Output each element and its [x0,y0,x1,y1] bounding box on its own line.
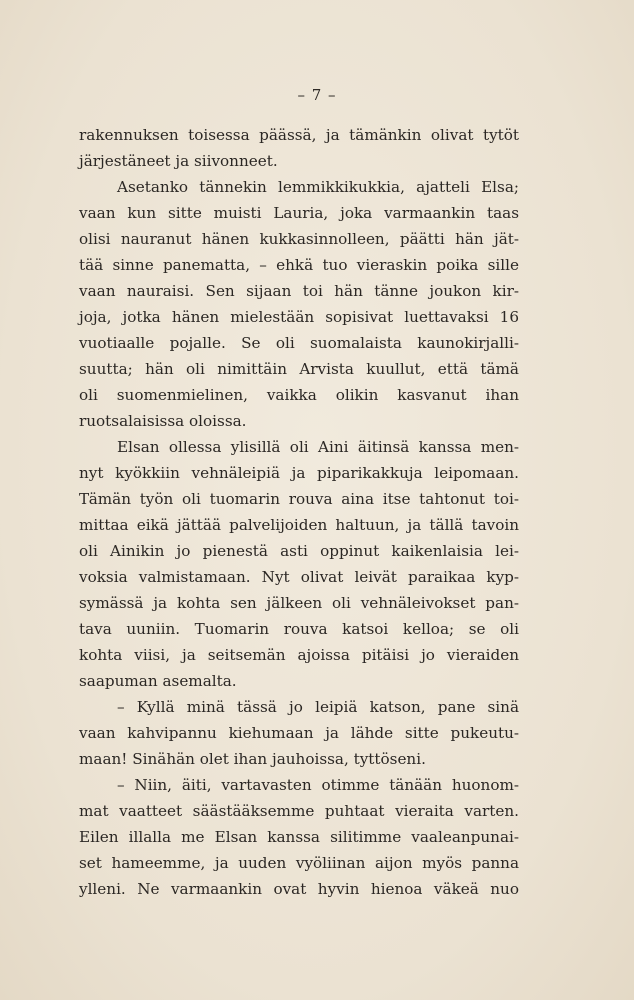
text-line: Asetanko tännekin lemmikkikukkia, ajatteli Elsa; [117,178,519,196]
text-line: nyt kyökkiin vehnäleipiä ja piparikakkuja leipomaan. [79,464,519,482]
text-line: suutta; hän oli nimittäin Arvista kuullut, että tämä [79,360,519,378]
text-line: voksia valmistamaan. Nyt olivat leivät paraikaa kyp- [79,568,519,586]
text-line: kohta viisi, ja seitsemän ajoissa pitäisi jo vieraiden [79,646,519,664]
text-line: oli Ainikin jo pienestä asti oppinut kaikenlaisia lei- [79,542,519,560]
text-line: set hameemme, ja uuden vyöliinan aijon myös panna [79,854,519,872]
text-line: rakennuksen toisessa päässä, ja tämänkin olivat tytöt [79,126,519,144]
text-line: Elsan ollessa ylisillä oli Aini äitinsä kanssa men- [117,438,519,456]
body-text [79,122,519,902]
text-line: joja, jotka hänen mielestään sopisivat luettavaksi 16 [79,308,519,326]
text-line: oli suomenmielinen, vaikka olikin kasvanut ihan [79,386,519,404]
text-line: vaan kahvipannu kiehumaan ja lähde sitte pukeutu- [79,724,519,742]
text-line: vaan nauraisi. Sen sijaan toi hän tänne joukon kir- [79,282,519,300]
text-line: tava uuniin. Tuomarin rouva katsoi kelloa; se oli [79,620,519,638]
text-line: ylleni. Ne varmaankin ovat hyvin hienoa väkeä nuo [79,880,519,898]
text-line: maan! Sinähän olet ihan jauhoissa, tyttöseni. [79,750,426,768]
text-line: Tämän työn oli tuomarin rouva aina itse tahtonut toi- [79,490,519,508]
text-line: mat vaatteet säästääksemme puhtaat vieraita varten. [79,802,519,820]
text-line: vuotiaalle pojalle. Se oli suomalaista kaunokirjalli- [79,334,519,352]
text-line: olisi nauranut hänen kukkasinnolleen, päätti hän jät- [79,230,519,248]
text-line: tää sinne panematta, – ehkä tuo vieraskin poika sille [79,256,519,274]
text-line: saapuman asemalta. [79,672,237,690]
text-line: – Niin, äiti, vartavasten otimme tänään huonom- [117,776,519,794]
text-line: mittaa eikä jättää palvelijoiden haltuun, ja tällä tavoin [79,516,519,534]
text-line: vaan kun sitte muisti Lauria, joka varmaankin taas [79,204,519,222]
text-line: symässä ja kohta sen jälkeen oli vehnäleivokset pan- [79,594,519,612]
text-line: Eilen illalla me Elsan kanssa silitimme vaaleanpunai- [79,828,519,846]
text-line: – Kyllä minä tässä jo leipiä katson, pane sinä [117,698,519,716]
page-number: – 7 – [297,86,337,104]
text-line: järjestäneet ja siivonneet. [79,152,278,170]
text-line: ruotsalaisissa oloissa. [79,412,247,430]
